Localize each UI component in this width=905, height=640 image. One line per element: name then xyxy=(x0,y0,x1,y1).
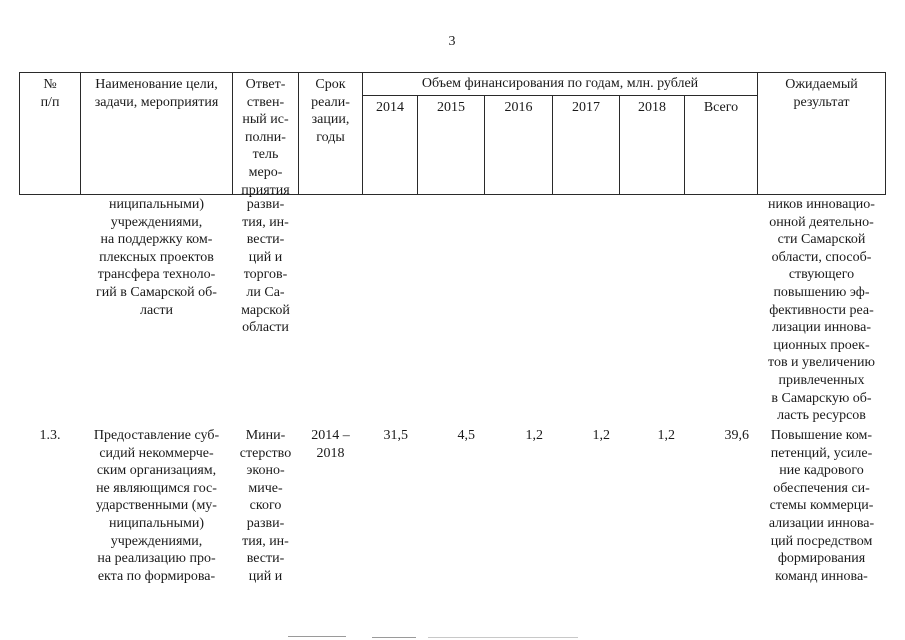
row-13-value-2014: 31,5 xyxy=(383,428,408,443)
row-13-term: 2014 – 2018 xyxy=(311,428,350,461)
header-year-2017: 2017 xyxy=(572,100,600,115)
header-responsible: Ответ- ствен- ный ис- полни- тель меро- приятия xyxy=(241,77,290,198)
table-top-border xyxy=(19,72,886,73)
scan-mark-1 xyxy=(288,636,346,637)
row-13-value-2017: 1,2 xyxy=(592,428,610,443)
header-financing: Объем финансирования по годам, млн. рублей xyxy=(421,76,699,91)
col-border-11 xyxy=(885,72,886,195)
row-13-value-total: 39,6 xyxy=(724,428,749,443)
row-13-value-2016: 1,2 xyxy=(525,428,543,443)
row-13-number: 1.3. xyxy=(39,428,61,443)
row-cont-name: ниципальными) учреждениями, на поддержку ком- плексных проектов трансфера техноло- гий в Самарской об- ласти xyxy=(96,197,217,318)
row-13-name: Предоставление суб- сидий некоммерче- ским организациям, не являющимся гос- ударственными (му- ниципальными) учреждениями, на реализацию про- екта по формирова- xyxy=(93,428,220,584)
row-13-value-2015: 4,5 xyxy=(457,428,475,443)
header-bottom-border xyxy=(19,194,886,195)
row-cont-responsible: разви- тия, ин- вести- ций и торгов- ли Са- марской области xyxy=(241,197,290,336)
header-year-2015: 2015 xyxy=(437,100,465,115)
row-13-result: Повышение ком- петенций, усиле- ние кадрового обеспечения си- стемы коммерци- ализации иннова- ций посредством формирования команд иннова- xyxy=(768,428,875,584)
page-number: 3 xyxy=(448,34,456,49)
header-year-2018: 2018 xyxy=(638,100,666,115)
header-term: Срок реали- зации, годы xyxy=(311,77,350,145)
header-year-2016: 2016 xyxy=(504,100,533,115)
row-cont-result: ников инновацио- онной деятельно- сти Самарской области, способ- ствующего повышению эф- фективности реа- лизации иннова- ционных проек- тов и увеличению привлеченных в Самарскую об- ласть ресурсов xyxy=(768,197,875,424)
header-name: Наименование цели, задачи, мероприятия xyxy=(94,77,219,110)
header-number: № п/п xyxy=(40,77,60,110)
header-result: Ожидаемый результат xyxy=(785,77,858,110)
row-13-value-2018: 1,2 xyxy=(657,428,675,443)
row-13-responsible: Мини- стерство эконо- миче- ского разви- тия, ин- вести- ций и xyxy=(239,428,292,584)
header-year-2014: 2014 xyxy=(376,100,404,115)
header-total: Всего xyxy=(703,100,739,115)
years-divider xyxy=(362,95,757,96)
scan-mark-2 xyxy=(372,637,416,638)
scan-mark-3 xyxy=(428,637,578,638)
